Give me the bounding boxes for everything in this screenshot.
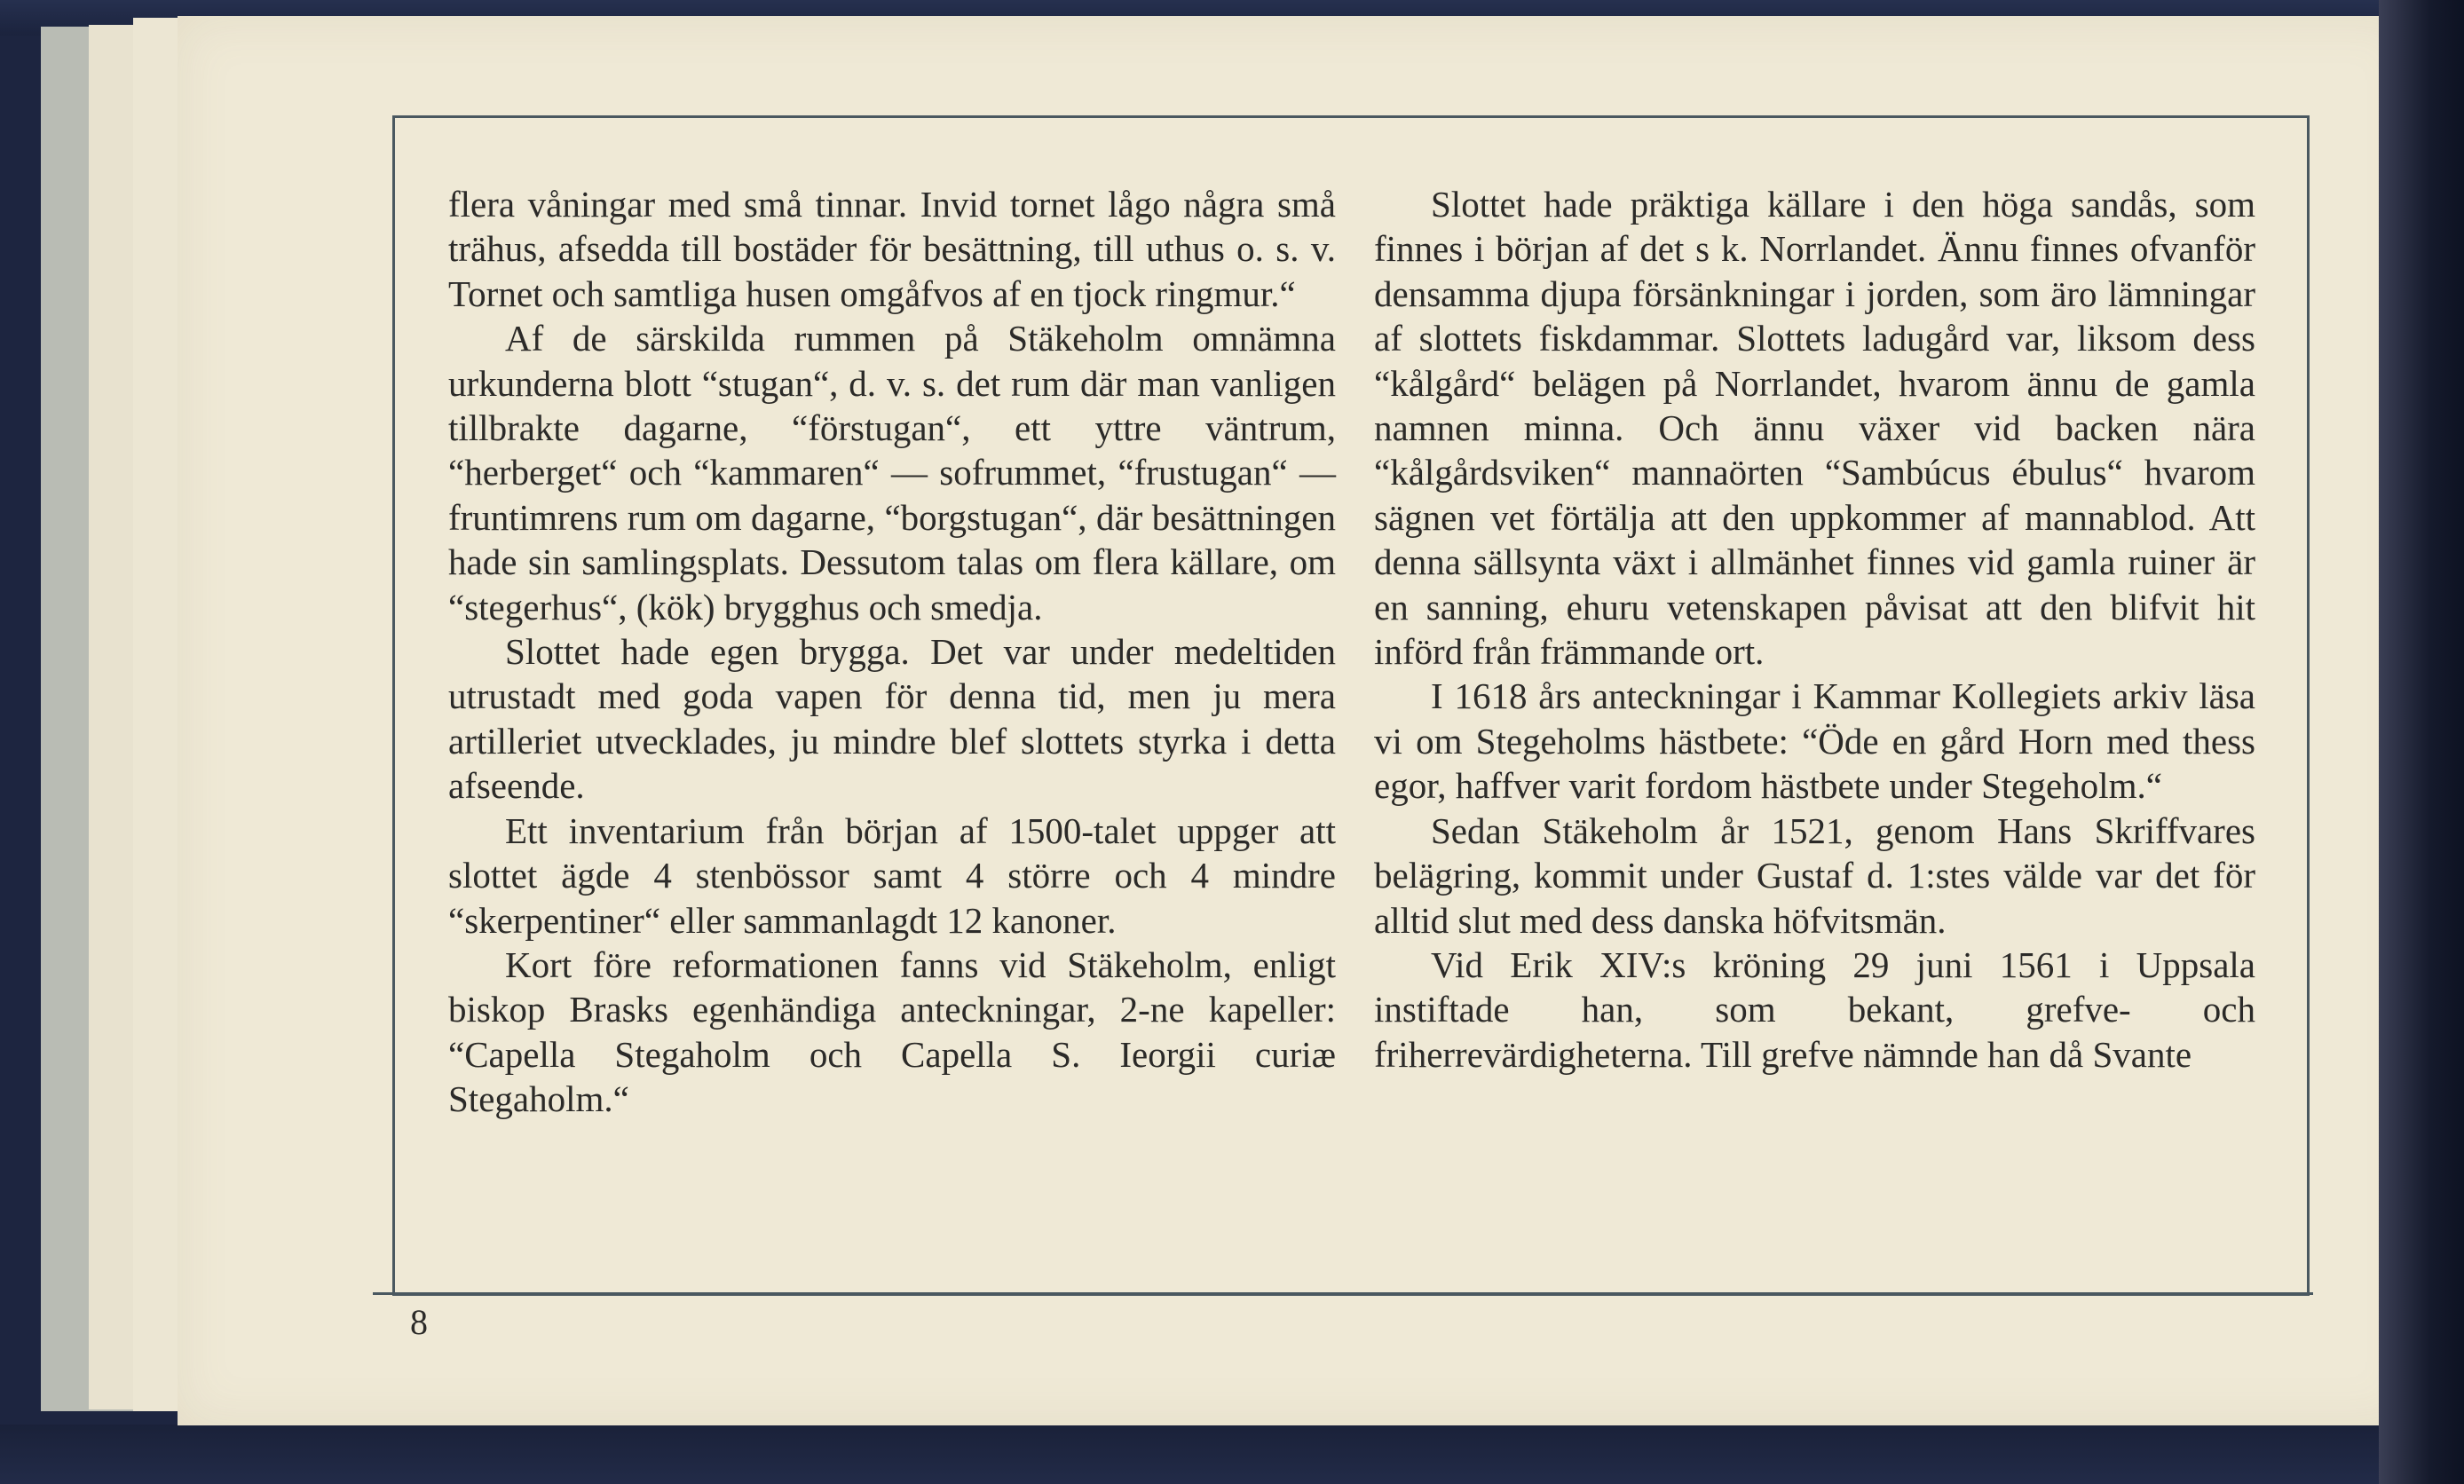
- paragraph: Vid Erik XIV:s kröning 29 juni 1561 i Uppsala instiftade han, som bekant, grefve- och friherrevärdigheterna. Till grefve nämnde han då Svante: [1374, 943, 2255, 1075]
- frame-bottom-rule: [373, 1292, 2313, 1295]
- left-text-column: [448, 182, 1336, 1122]
- paragraph: I 1618 års anteckningar i Kammar Kollegiets arkiv läsa vi om Stegeholms hästbete: “Öde en gård Horn med thess egor, haffver varit fordom hästbete under Stegeholm.“: [1374, 675, 2255, 807]
- paragraph: Ett inventarium från början af 1500-talet uppger att slottet ägde 4 stenbössor samt 4 större och 4 mindre “skerpentiner“ eller sammanlagdt 12 kanoner.: [448, 809, 1336, 941]
- book-cover-bottom: [0, 1425, 2464, 1484]
- book-spine: [2379, 0, 2464, 1484]
- paragraph: flera våningar med små tinnar. Invid tornet lågo några små trähus, afsedda till bostäder för besättning, till uthus o. s. v. Tornet och samtliga husen omgåfvos af en tjock ringmur.“: [448, 184, 1336, 314]
- paragraph: Af de särskilda rummen på Stäkeholm omnämna urkunderna blott “stugan“, d. v. s. det rum där man vanligen tillbrakte dagarne, “förstugan“, ett yttre väntrum, “herberget“ och “kammaren“ — sofrummet, “frustugan“ — fruntimrens rum om dagarne, “borgstugan“, där besättningen hade sin samlingsplats. Dessutom talas om flera källare, om “stegerhus“, (kök) brygghus och smedja.: [448, 318, 1336, 628]
- paragraph: Slottet hade präktiga källare i den höga sandås, som finnes i början af det s k. Norrlandet. Ännu finnes ofvanför densamma djupa försänkningar i jorden, som äro lämningar af slottets fiskdammar. Slottets ladugård var, liksom dess “kålgård“ belägen på Norrlandet, hvarom ännu de gamla namnen minna. Och ännu växer vid backen nära “kålgårdsviken“ mannaörten “Sambúcus ébulus“ hvarom sägnen vet förtälja att den uppkommer af mannablod. Att denna sällsynta växt i allmänhet finnes vid gamla ruiner är en sanning, ehuru vetenskapen påvisat att den blifvit hit införd från främmande ort.: [1374, 184, 2255, 673]
- paragraph: Slottet hade egen brygga. Det var under medeltiden utrustadt med goda vapen för denna tid, men ju mera artilleriet utvecklades, ju mindre blef slottets styrka i detta afseende.: [448, 631, 1336, 807]
- right-text-column: [1374, 182, 2255, 1077]
- page-number: 8: [410, 1302, 428, 1342]
- paragraph: Sedan Stäkeholm år 1521, genom Hans Skriffvares belägring, kommit under Gustaf d. 1:stes välde var det för alltid slut med dess danska höfvitsmän.: [1374, 809, 2255, 941]
- paragraph: Kort före reformationen fanns vid Stäkeholm, enligt biskop Brasks egenhändiga anteckningar, 2-ne kapeller: “Capella Stegaholm och Capella S. Ieorgii curiæ Stegaholm.“: [448, 943, 1336, 1120]
